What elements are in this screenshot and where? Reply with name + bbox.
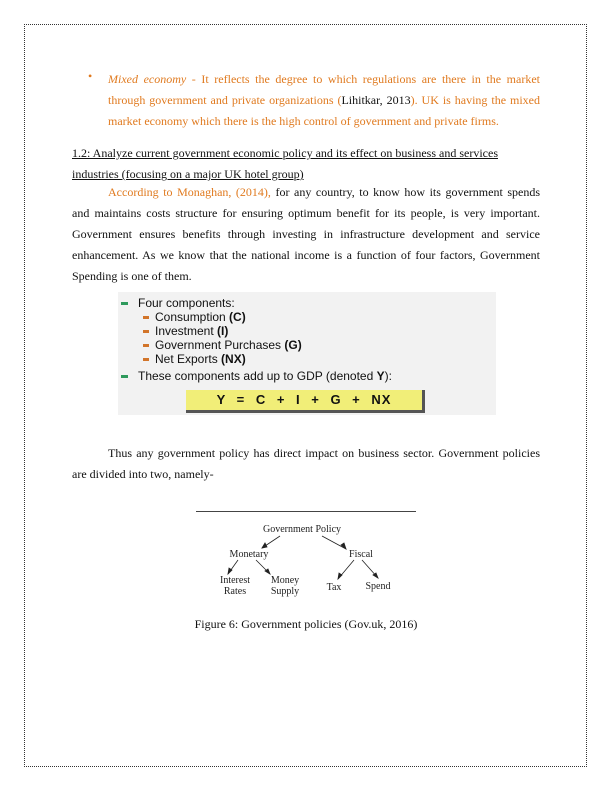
tree-fiscal: Fiscal	[349, 549, 373, 560]
gdp-heading: Four components:	[138, 296, 235, 310]
gdp-component: Investment (I)	[143, 324, 228, 338]
arrow-root-fiscal	[322, 536, 346, 549]
gdp-summary-line: These components add up to GDP (denoted Y):	[121, 369, 392, 383]
bullet-citation: Lihitkar, 2013	[341, 93, 411, 107]
gdp-component: Net Exports (NX)	[143, 352, 246, 366]
gdp-equation: Y = C + I + G + NX	[186, 390, 425, 413]
bullet-text-a: - It reflects the degree to which regulations are there in the market through government and private organizations (	[108, 72, 540, 107]
policy-paragraph: Thus any government policy has direct impact on business sector. Government policies are divided into two, namely-	[72, 446, 540, 481]
arrowhead	[338, 573, 342, 579]
tree-spend: Spend	[365, 581, 391, 592]
body-text: for any country, to know how its government spends and maintains costs structure for ensuring optimum benefit for its people, is very important. Government ensures benefits through investing in infrastructure development and service enhancement. As we know that the national income is a function of four factors, Government Spending is one of them.	[72, 185, 541, 283]
section-heading: 1.2: Analyze current government economic policy and its effect on business and services industries (focusing on a major UK hotel group)	[72, 146, 498, 181]
gdp-component: Government Purchases (G)	[143, 338, 302, 352]
figure-caption: Figure 6: Government policies (Gov.uk, 2016)	[194, 617, 418, 631]
bullet-term: Mixed economy	[108, 72, 187, 86]
tree-monetary: Monetary	[229, 549, 269, 560]
tree-money-supply: Money Supply	[270, 575, 300, 597]
body-citation: According to Monaghan, (2014),	[108, 185, 271, 199]
tree-root: Government Policy	[262, 524, 342, 535]
bullet-marker: •	[88, 69, 93, 83]
arrowhead	[262, 543, 267, 548]
tree-interest-rates: Interest Rates	[220, 575, 250, 597]
tree-tax: Tax	[326, 582, 342, 593]
gdp-component: Consumption (C)	[143, 310, 246, 324]
bullet-text-b: ). UK is having the mixed market economy which there is the high control of government and private firms.	[108, 93, 540, 128]
